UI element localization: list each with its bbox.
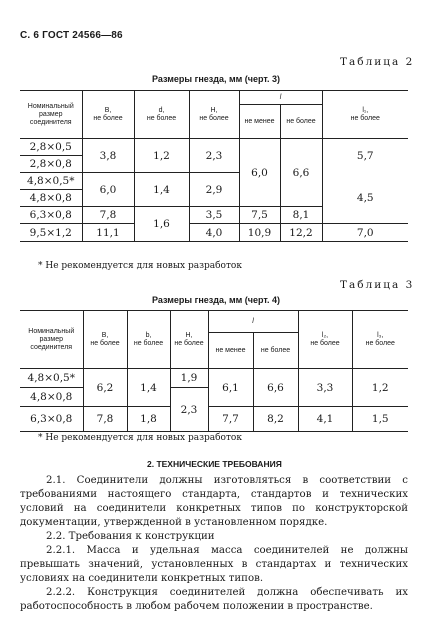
table3-cell-B: 7,8 — [83, 407, 127, 432]
table3 — [20, 310, 408, 432]
table3-header-lmax: не более — [253, 333, 298, 369]
table3-header-nominal: Номинальный размер соединителя — [20, 311, 83, 369]
table2-row-nominal: 4,8×0,5* — [20, 173, 82, 190]
table2-row-nominal: 4,8×0,8 — [20, 190, 82, 207]
table3-footnote: * Не рекомендуется для новых разработок — [38, 433, 242, 443]
page-header: С. 6 ГОСТ 24566—86 — [20, 30, 123, 41]
table3-cell-b: 1,4 — [127, 369, 170, 407]
table2 — [20, 90, 408, 242]
table3-caption: Таблица 3 — [340, 279, 415, 291]
table3-header-b: b, не более — [127, 311, 170, 369]
paragraph-2-2: 2.2. Требования к конструкции — [46, 531, 215, 542]
table2-cell-B: 7,8 — [82, 207, 134, 224]
table2-cell-l1: 5,7 — [322, 139, 408, 173]
table3-cell-lmin: 6,1 — [208, 369, 253, 407]
table2-cell-B: 6,0 — [82, 173, 134, 207]
table3-cell-lmax: 8,2 — [253, 407, 298, 432]
table2-caption: Таблица 2 — [340, 56, 415, 68]
table3-cell-lmax: 6,6 — [253, 369, 298, 407]
table2-header-H: H, не более — [189, 91, 239, 139]
table2-cell-lmin: 7,5 — [239, 207, 280, 224]
table2-header-B: B, не более — [82, 91, 134, 139]
table3-cell-l3: 1,2 — [352, 369, 408, 407]
table2-cell-H: 2,3 — [189, 139, 239, 173]
table2-row-nominal: 9,5×1,2 — [20, 224, 82, 242]
table3-cell-H: 2,3 — [170, 388, 208, 432]
table2-header-nominal: Номинальный размер соединителя — [20, 91, 82, 139]
table3-row-nominal: 4,8×0,5* — [20, 369, 83, 388]
table2-header-d: d, не более — [134, 91, 189, 139]
table2-cell-lmax: 8,1 — [280, 207, 322, 224]
paragraph-2-1: 2.1. Соединители должны изготовляться в соответствии с требованиями настоящего стандарта, стандартов и технических условий на соединители конкретных типов по конструкторской документации, утвержденной в установленном порядке. — [20, 475, 408, 528]
table3-title: Размеры гнезда, мм (черт. 4) — [152, 295, 281, 305]
table2-header-lmax: не более — [280, 105, 322, 139]
table2-cell-B: 3,8 — [82, 139, 134, 173]
table3-row-nominal: 4,8×0,8 — [20, 388, 83, 407]
table2-cell-lmin: 6,0 — [239, 139, 280, 207]
table2-header-l: l — [239, 91, 322, 105]
table2-cell-d: 1,4 — [134, 173, 189, 207]
table2-title: Размеры гнезда, мм (черт. 3) — [152, 74, 281, 84]
table3-cell-l2: 4,1 — [298, 407, 352, 432]
paragraph-2-2-1: 2.2.1. Масса и удельная масса соединителей не должны превышать значений, установленных в стандартах и технических условиях на соединители конкретных типов. — [20, 545, 408, 584]
section-heading: 2. ТЕХНИЧЕСКИЕ ТРЕБОВАНИЯ — [147, 459, 282, 469]
table2-cell-lmin: 10,9 — [239, 224, 280, 242]
table2-header-l1: l₁, не более — [322, 91, 408, 139]
table2-row-nominal: 6,3×0,8 — [20, 207, 82, 224]
table3-cell-H: 1,9 — [170, 369, 208, 388]
table2-header-lmin: не менее — [239, 105, 280, 139]
table3-cell-l3: 1,5 — [352, 407, 408, 432]
table2-cell-H: 3,5 — [189, 207, 239, 224]
table3-cell-lmin: 7,7 — [208, 407, 253, 432]
table2-cell-l1: 4,5 — [322, 173, 408, 224]
table2-cell-H: 2,9 — [189, 173, 239, 207]
table3-header-B: B, не более — [83, 311, 127, 369]
table3-cell-l2: 3,3 — [298, 369, 352, 407]
table3-row-nominal: 6,3×0,8 — [20, 407, 83, 432]
table3-header-H: H, не более — [170, 311, 208, 369]
table2-footnote: * Не рекомендуется для новых разработок — [38, 261, 242, 271]
paragraph-2-2-2: 2.2.2. Конструкция соединителей должна обеспечивать их работоспособность в любом рабочем положении в пространстве. — [20, 587, 408, 612]
table3-header-l3: l₃, не более — [352, 311, 408, 369]
table3-header-l: l — [208, 311, 298, 333]
table3-header-lmin: не менее — [208, 333, 253, 369]
table2-cell-l1: 7,0 — [322, 224, 408, 242]
table2-cell-H: 4,0 — [189, 224, 239, 242]
table2-row-nominal: 2,8×0,8 — [20, 156, 82, 173]
table2-cell-d: 1,6 — [134, 207, 189, 242]
table2-cell-d: 1,2 — [134, 139, 189, 173]
table2-cell-B: 11,1 — [82, 224, 134, 242]
table2-row-nominal: 2,8×0,5 — [20, 139, 82, 156]
table2-cell-lmax: 6,6 — [280, 139, 322, 207]
table3-header-l2: l₂, не более — [298, 311, 352, 369]
table3-cell-B: 6,2 — [83, 369, 127, 407]
table3-cell-b: 1,8 — [127, 407, 170, 432]
table2-cell-lmax: 12,2 — [280, 224, 322, 242]
